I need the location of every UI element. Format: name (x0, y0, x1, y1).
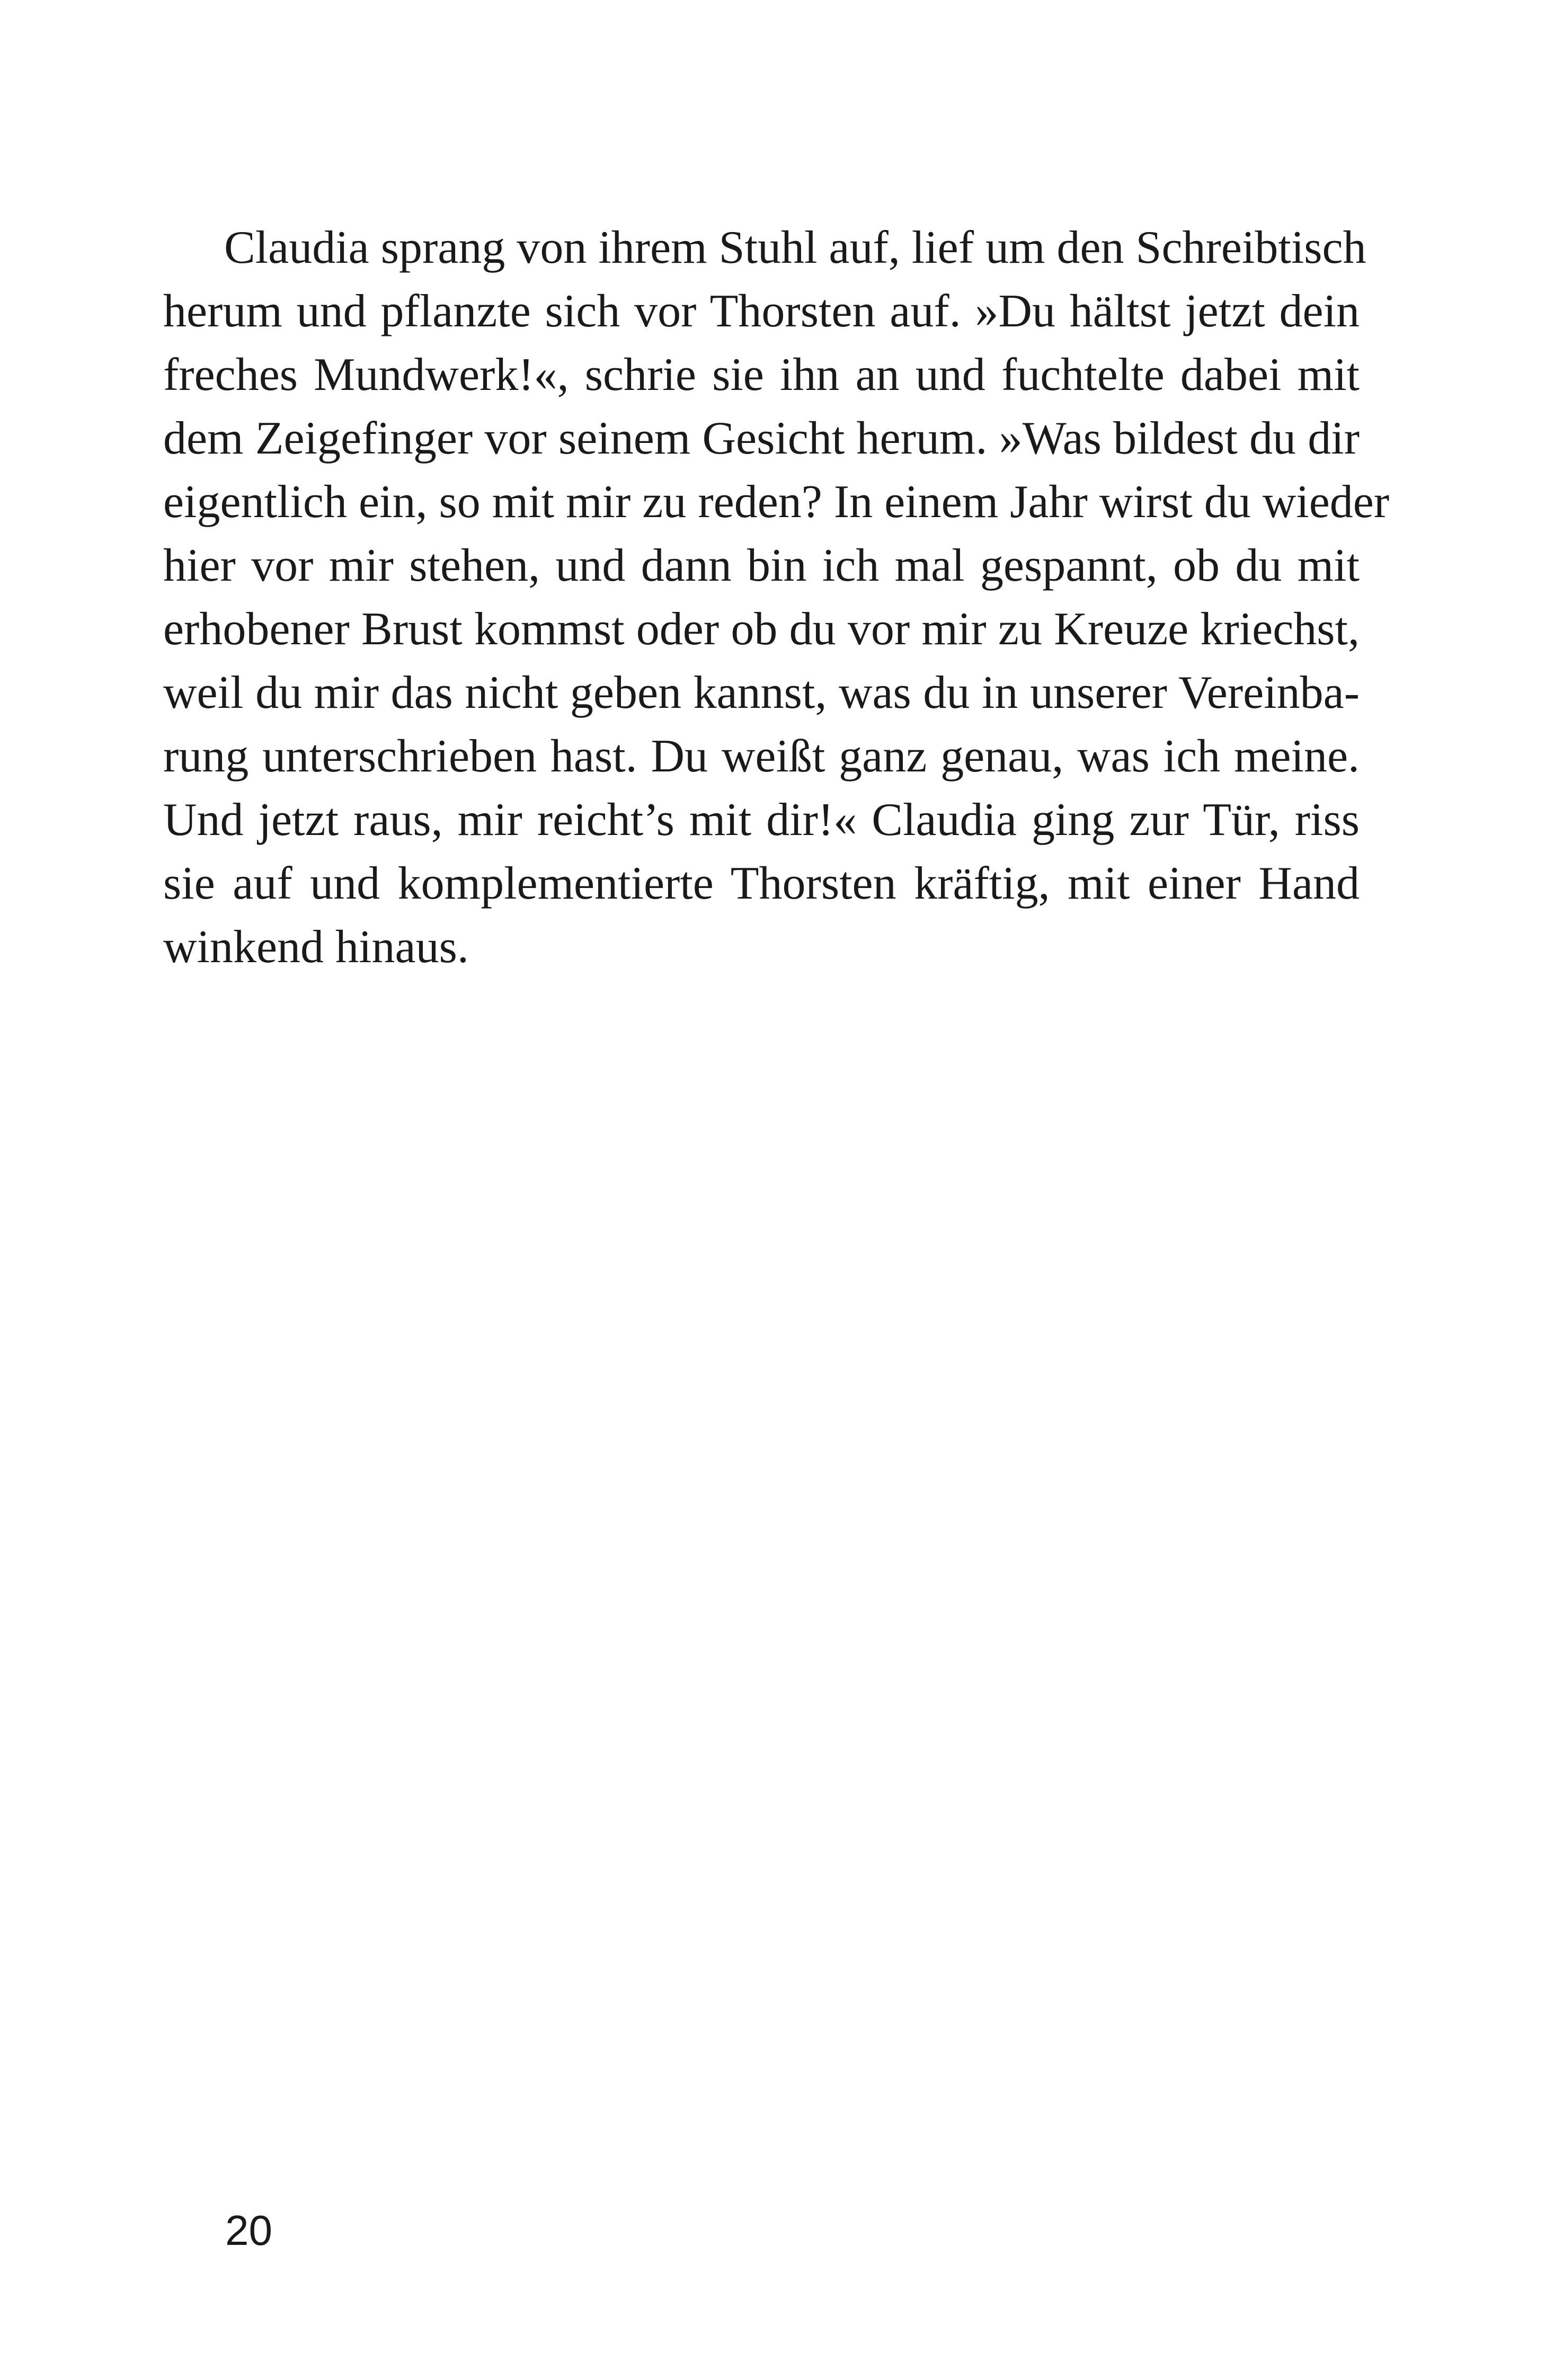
paragraph-line: dem Zeigefinger vor seinem Gesicht herum. »Was bildest du dir (163, 413, 1360, 464)
paragraph-line: freches Mundwerk!«, schrie sie ihn an und fuchtelte dabei mit (163, 349, 1360, 401)
page-number: 20 (225, 2207, 272, 2254)
paragraph-line: winkend hinaus. (163, 921, 469, 973)
body-paragraph (163, 216, 1390, 979)
paragraph-line: hier vor mir stehen, und dann bin ich mal gespannt, ob du mit (163, 540, 1360, 591)
paragraph-line: herum und pflanzte sich vor Thorsten auf. »Du hältst jetzt dein (163, 286, 1360, 337)
paragraph-line: Claudia sprang von ihrem Stuhl auf, lief um den Schreibtisch (224, 222, 1366, 273)
paragraph-line: sie auf und komplementierte Thorsten kräftig, mit einer Hand (163, 858, 1360, 909)
paragraph-line: erhobener Brust kommst oder ob du vor mir zu Kreuze kriechst, (163, 603, 1360, 655)
paragraph-line: eigentlich ein, so mit mir zu reden? In einem Jahr wirst du wieder (163, 476, 1390, 528)
paragraph-line: rung unterschrieben hast. Du weißt ganz genau, was ich meine. (163, 731, 1360, 782)
paragraph-line: weil du mir das nicht geben kannst, was du in unserer Vereinba- (163, 667, 1360, 718)
paragraph-line: Und jetzt raus, mir reicht’s mit dir!« Claudia ging zur Tür, riss (163, 794, 1360, 846)
